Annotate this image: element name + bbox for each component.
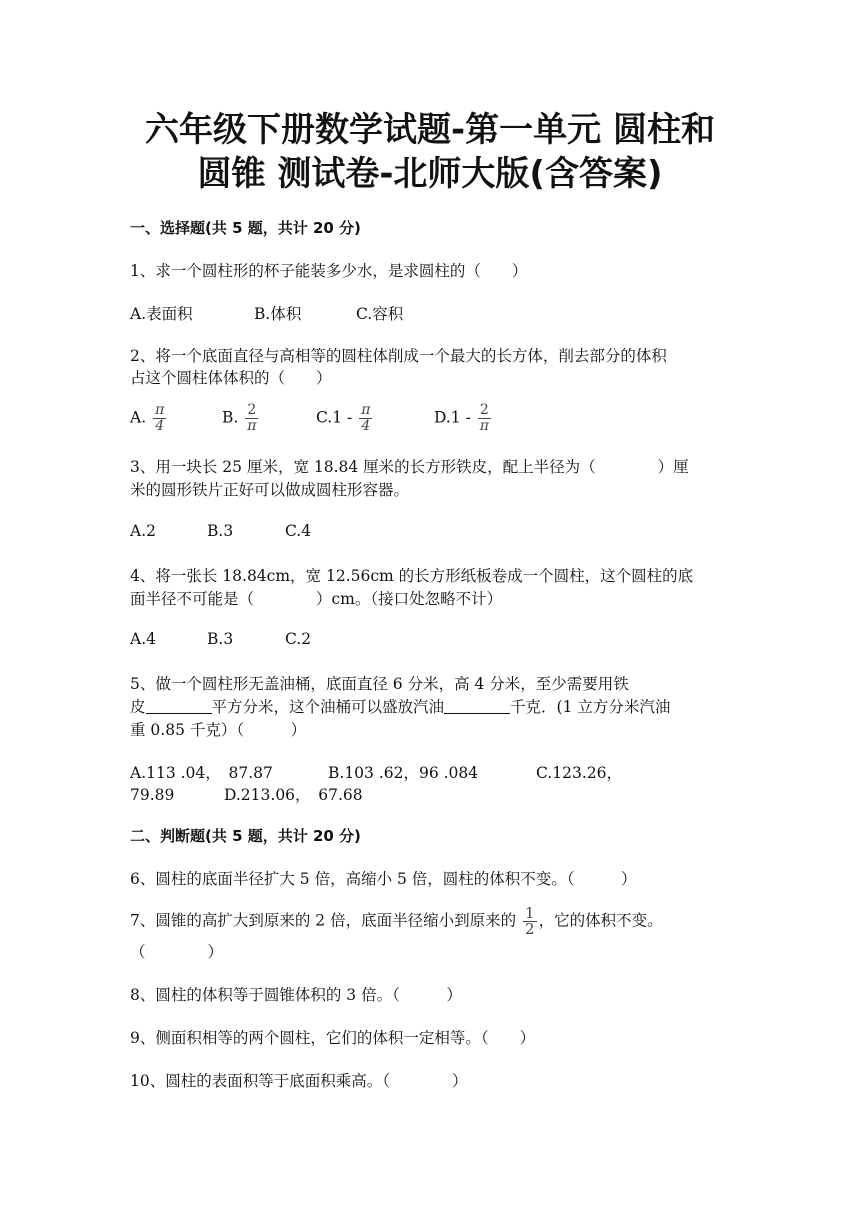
option-a: A.113 .04， 87.87 <box>130 764 273 782</box>
question-3-options <box>130 522 311 540</box>
question-2-options <box>130 403 493 434</box>
option-b: B. $\frac{2}{\pi}$ <box>222 402 257 434</box>
option-d: D.1 - $\frac{2}{\pi}$ <box>434 402 489 434</box>
question-5-text-line3: 重 0.85 千克）（ ） <box>130 721 307 739</box>
question-7-text-line1: 7、圆锥的高扩大到原来的 2 倍，底面半径缩小到原来的 $\frac{1}{2}$ ，它的体积不变。 <box>130 904 663 938</box>
fill-blank-weight <box>444 699 510 714</box>
page-title-line2: 圆锥 测试卷-北师大版(含答案) <box>197 154 663 194</box>
option-a: A.表面积 <box>130 305 193 323</box>
fraction-pi-over-4: $\frac{\pi}{4}$ <box>361 402 371 434</box>
option-c-part2: 79.89 <box>130 786 175 804</box>
option-c: C.1 - $\frac{\pi}{4}$ <box>316 402 371 434</box>
option-c: C.4 <box>285 522 312 540</box>
option-c: C.容积 <box>356 305 404 323</box>
question-5-options-line2 <box>130 783 363 805</box>
fraction-2-over-pi: $\frac{2}{\pi}$ <box>247 402 257 434</box>
option-b: B.3 <box>207 630 234 648</box>
question-5-text-line1: 5、做一个圆柱形无盖油桶，底面直径 6 分米，高 4 分米，至少需要用铁 <box>130 675 629 693</box>
question-2-text-line1: 2、将一个底面直径与高相等的圆柱体削成一个最大的长方体，削去部分的体积 <box>130 347 667 365</box>
option-a: A. $\frac{\pi}{4}$ <box>130 402 165 434</box>
question-6-text: 6、圆柱的底面半径扩大 5 倍，高缩小 5 倍，圆柱的体积不变。（ ） <box>130 870 637 888</box>
fraction-pi-over-4: $\frac{\pi}{4}$ <box>155 402 165 434</box>
question-1-options <box>130 302 403 324</box>
option-c-part1: C.123.26， <box>536 764 622 782</box>
question-9-text: 9、侧面积相等的两个圆柱，它们的体积一定相等。（ ） <box>130 1029 536 1047</box>
option-a: A.2 <box>130 522 156 540</box>
question-5-text-line2: 皮 平方分米，这个油桶可以盛放汽油 千克．(1 立方分米汽油 <box>130 698 671 716</box>
question-10-text: 10、圆柱的表面积等于底面积乘高。（ ） <box>130 1072 468 1090</box>
option-d: D.213.06， 67.68 <box>224 786 363 804</box>
page-title-line1: 六年级下册数学试题-第一单元 圆柱和 <box>145 110 715 150</box>
question-5-options-line1 <box>130 761 622 783</box>
question-3-text-line2: 米的圆形铁片正好可以做成圆柱形容器。 <box>130 481 410 499</box>
option-c: C.2 <box>285 630 312 648</box>
option-b: B.体积 <box>254 305 302 323</box>
section-heading-multiple-choice: 一、选择题(共 5 题，共计 20 分) <box>130 219 361 237</box>
option-b: B.3 <box>207 522 234 540</box>
question-2-text-line2: 占这个圆柱体体积的（ ） <box>130 369 332 387</box>
question-7-text-line2: （ ） <box>130 943 224 961</box>
question-3-text-line1: 3、用一块长 25 厘米，宽 18.84 厘米的长方形铁皮，配上半径为（ ）厘 <box>130 458 689 476</box>
fraction-one-half: $\frac{1}{2}$ <box>525 904 535 938</box>
fraction-2-over-pi: $\frac{2}{\pi}$ <box>479 402 489 434</box>
question-4-text-line2: 面半径不可能是（ ）cm。（接口处忽略不计） <box>130 590 503 608</box>
question-1-text: 1、求一个圆柱形的杯子能装多少水，是求圆柱的（ ） <box>130 262 528 280</box>
question-8-text: 8、圆柱的体积等于圆锥体积的 3 倍。（ ） <box>130 986 462 1004</box>
question-4-options <box>130 630 311 648</box>
section-heading-true-false: 二、判断题(共 5 题，共计 20 分) <box>130 827 361 845</box>
option-a: A.4 <box>130 630 156 648</box>
question-4-text-line1: 4、将一张长 18.84cm，宽 12.56cm 的长方形纸板卷成一个圆柱，这个圆柱的底 <box>130 567 694 585</box>
option-b: B.103 .62，96 .084 <box>328 764 479 782</box>
fill-blank-area <box>146 699 212 714</box>
